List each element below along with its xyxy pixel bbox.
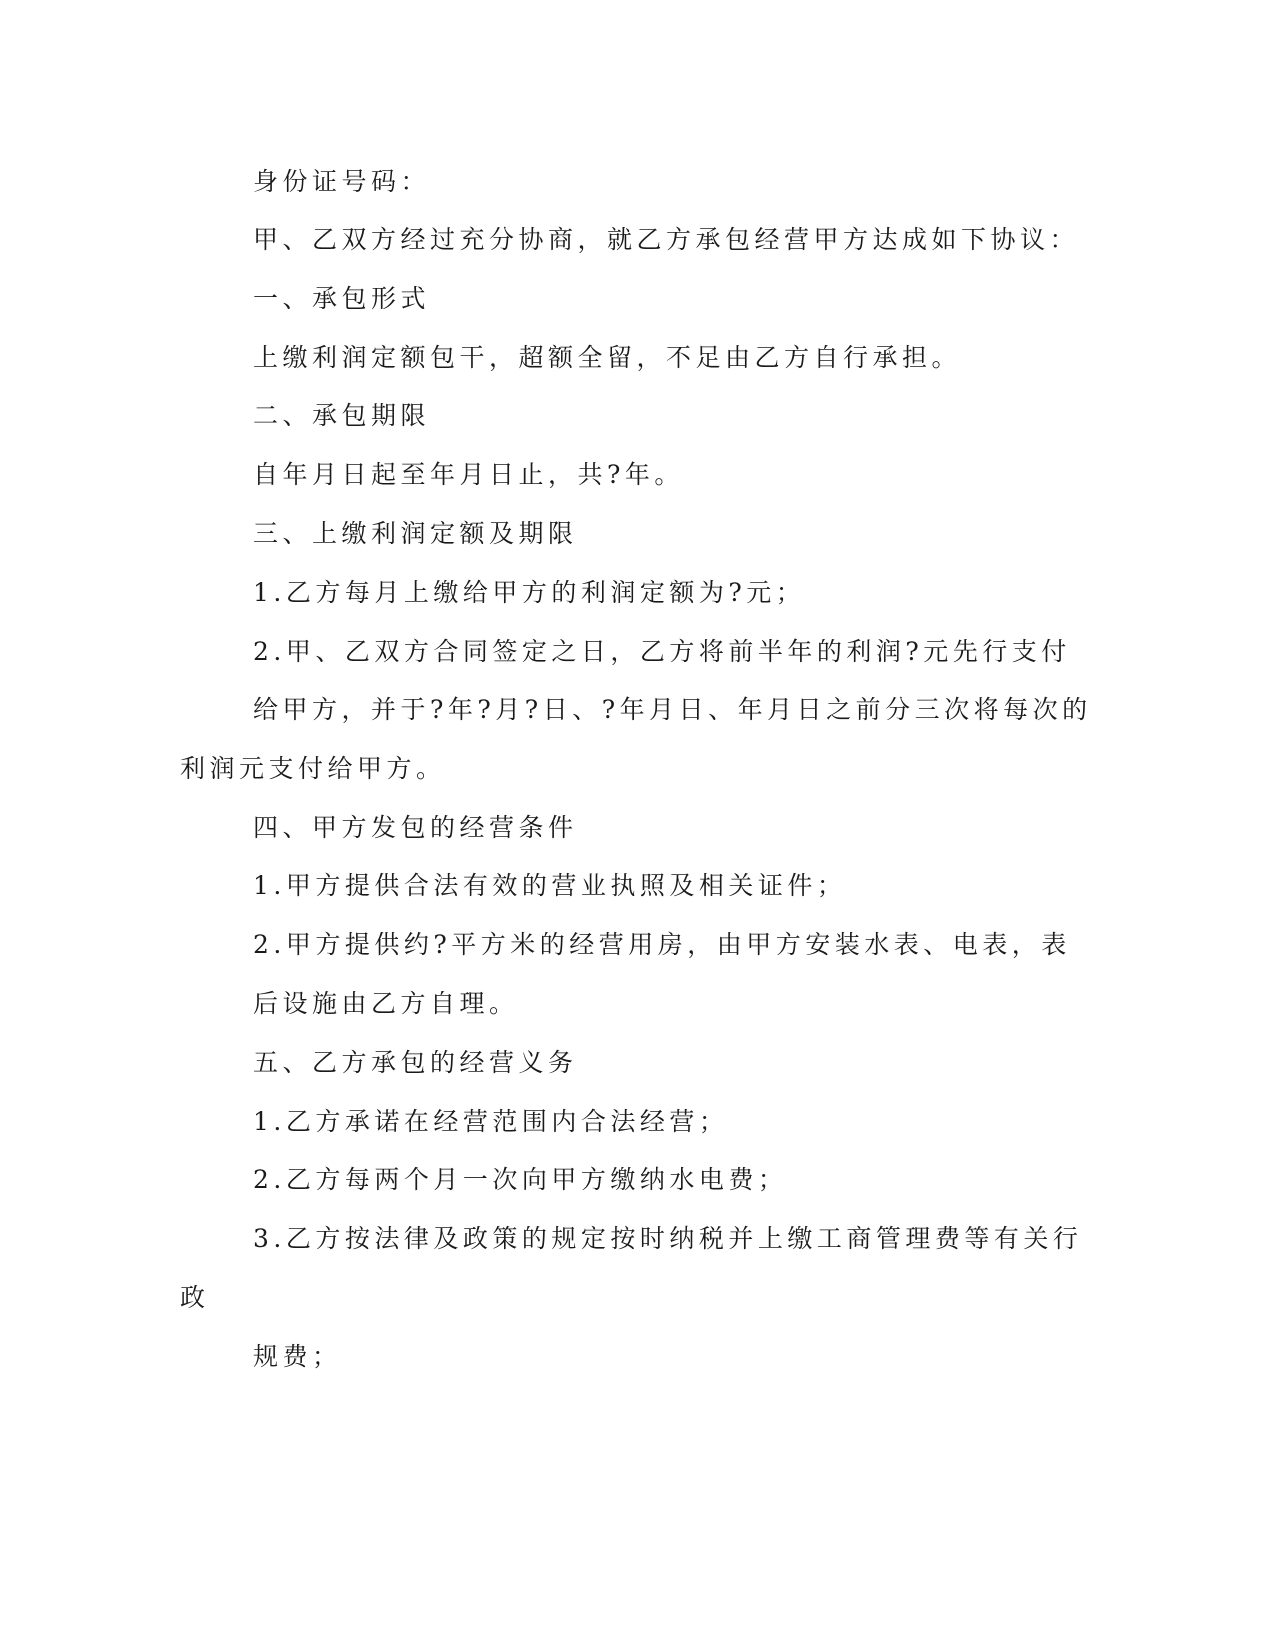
clause-continuation: 后设施由乙方自理。 <box>253 989 519 1018</box>
section-heading-4: 四、甲方发包的经营条件 <box>253 813 578 842</box>
paragraph: 上缴利润定额包干，超额全留，不足由乙方自行承担。 <box>253 343 962 372</box>
clause-item: 2.甲、乙双方合同签定之日，乙方将前半年的利润?元先行支付 <box>253 637 1071 666</box>
clause-continuation: 政 <box>180 1283 210 1312</box>
paragraph: 自年月日起至年月日止，共?年。 <box>253 460 684 489</box>
clause-item: 2.乙方每两个月一次向甲方缴纳水电费； <box>253 1165 788 1194</box>
clause-item: 2.甲方提供约?平方米的经营用房，由甲方安装水表、电表，表 <box>253 930 1071 959</box>
clause-continuation: 给甲方，并于?年?月?日、?年月日、年月日之前分三次将每次的 <box>253 695 1092 724</box>
id-number-label: 身份证号码： <box>253 167 431 196</box>
section-heading-3: 三、上缴利润定额及期限 <box>253 519 578 548</box>
clause-continuation: 利润元支付给甲方。 <box>180 754 446 783</box>
clause-item: 3.乙方按法律及政策的规定按时纳税并上缴工商管理费等有关行 <box>253 1224 1083 1253</box>
clause-item: 1.乙方每月上缴给甲方的利润定额为?元； <box>253 578 806 607</box>
section-heading-1: 一、承包形式 <box>253 284 431 313</box>
clause-continuation: 规费； <box>253 1342 342 1371</box>
clause-item: 1.甲方提供合法有效的营业执照及相关证件； <box>253 871 847 900</box>
section-heading-5: 五、乙方承包的经营义务 <box>253 1048 578 1077</box>
section-heading-2: 二、承包期限 <box>253 401 431 430</box>
clause-item: 1.乙方承诺在经营范围内合法经营； <box>253 1107 729 1136</box>
agreement-intro: 甲、乙双方经过充分协商，就乙方承包经营甲方达成如下协议： <box>253 225 1080 254</box>
